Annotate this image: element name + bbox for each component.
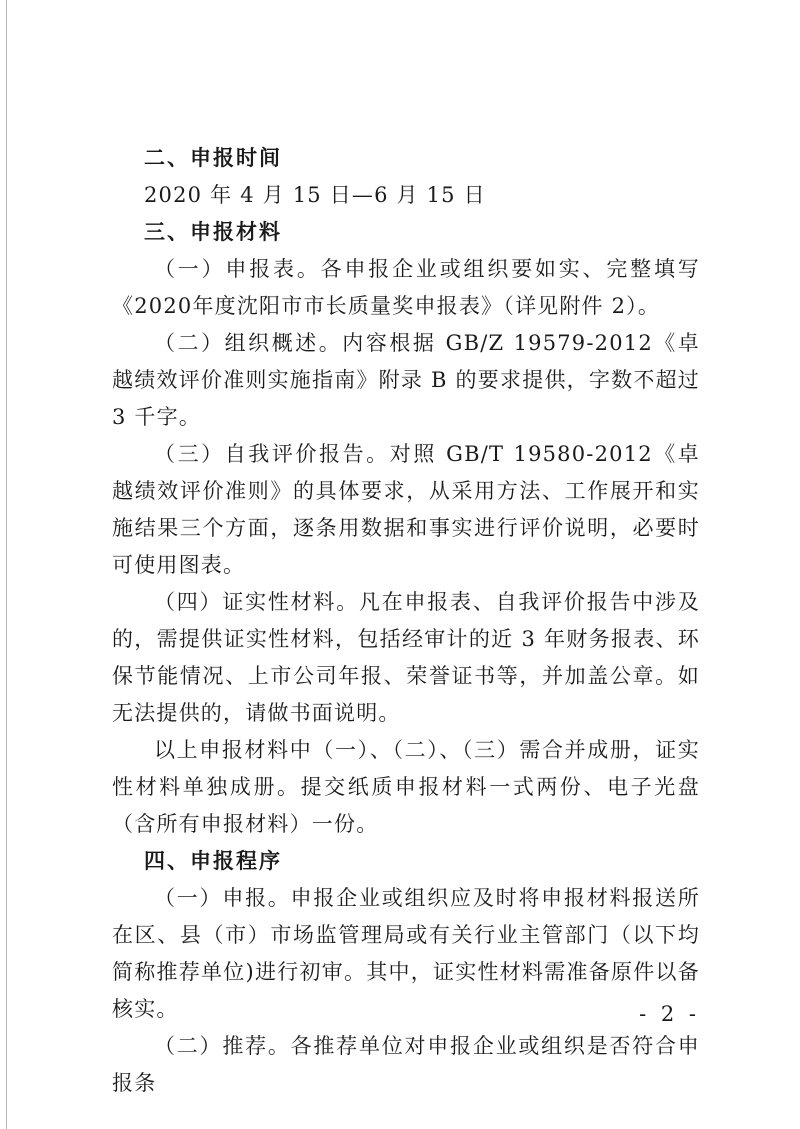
application-period: 2020 年 4 月 15 日—6 月 15 日 bbox=[144, 183, 486, 207]
procedure-item-recommendation: （二）推荐。各推荐单位对申报企业或组织是否符合申报条 bbox=[112, 1034, 700, 1095]
procedure-item-application: （一）申报。申报企业或组织应及时将申报材料报送所在区、县（市）市场监管理局或有关行业主管部门（以下均简称推荐单位)进行初审。其中，证实性材料需准备原件以备核实。 bbox=[112, 886, 700, 1021]
scan-edge-line bbox=[6, 0, 7, 1129]
materials-summary: 以上申报材料中（一）、（二）、（三）需合并成册，证实性材料单独成册。提交纸质申报材料一式两份、电子光盘（含所有申报材料）一份。 bbox=[112, 738, 700, 836]
document-body bbox=[112, 140, 700, 1102]
materials-item-supporting-documents: （四）证实性材料。凡在申报表、自我评价报告中涉及的，需提供证实性材料，包括经审计的近 3 年财务报表、环保节能情况、上市公司年报、荣誉证书等，并加盖公章。如无法提供的，请做书面说明。 bbox=[112, 590, 700, 725]
page-number: - 2 - bbox=[639, 1002, 700, 1026]
materials-item-organization-overview: （二）组织概述。内容根据 GB/Z 19579-2012《卓越绩效评价准则实施指南》附录 B 的要求提供，字数不超过 3 千字。 bbox=[112, 331, 700, 429]
section-heading-application-time: 二、申报时间 bbox=[144, 146, 282, 170]
section-heading-application-procedure: 四、申报程序 bbox=[144, 849, 282, 873]
section-heading-application-materials: 三、申报材料 bbox=[144, 220, 282, 244]
materials-item-self-evaluation: （三）自我评价报告。对照 GB/T 19580-2012《卓越绩效评价准则》的具体要求，从采用方法、工作展开和实施结果三个方面，逐条用数据和事实进行评价说明，必要时可使用图表。 bbox=[112, 442, 700, 577]
materials-item-application-form: （一）申报表。各申报企业或组织要如实、完整填写《2020年度沈阳市市长质量奖申报表》（详见附件 2）。 bbox=[112, 257, 700, 318]
